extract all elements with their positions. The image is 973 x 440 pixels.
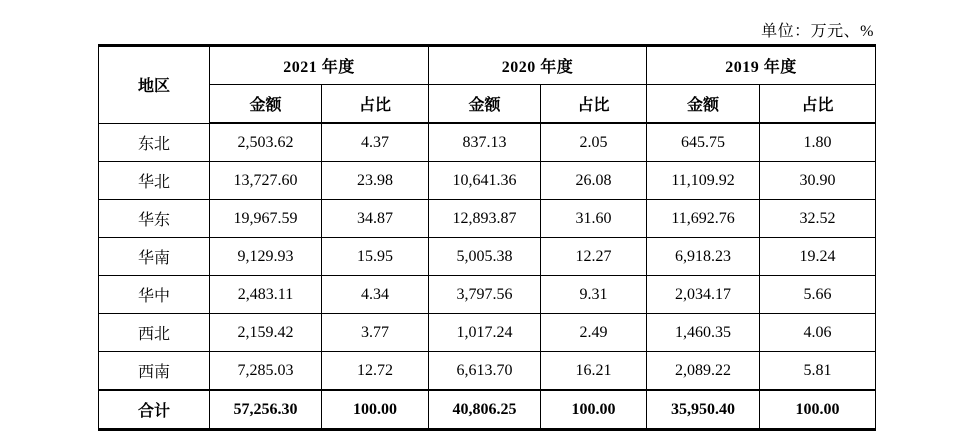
total-cell: 40,806.25 bbox=[429, 390, 541, 430]
header-share-2020: 占比 bbox=[541, 85, 647, 124]
row-cell: 1,460.35 bbox=[647, 314, 760, 352]
row-cell: 7,285.03 bbox=[210, 352, 322, 391]
header-year-2020: 2020 年度 bbox=[429, 46, 647, 85]
row-cell: 2.49 bbox=[541, 314, 647, 352]
row-cell: 645.75 bbox=[647, 123, 760, 162]
row-cell: 837.13 bbox=[429, 123, 541, 162]
total-cell: 57,256.30 bbox=[210, 390, 322, 430]
row-cell: 3,797.56 bbox=[429, 276, 541, 314]
header-amount-2021: 金额 bbox=[210, 85, 322, 124]
header-share-2021: 占比 bbox=[322, 85, 429, 124]
row-region: 华南 bbox=[99, 238, 210, 276]
row-cell: 5.81 bbox=[760, 352, 876, 391]
row-cell: 9,129.93 bbox=[210, 238, 322, 276]
total-cell: 100.00 bbox=[322, 390, 429, 430]
row-cell: 2,483.11 bbox=[210, 276, 322, 314]
row-cell: 3.77 bbox=[322, 314, 429, 352]
row-cell: 2,503.62 bbox=[210, 123, 322, 162]
row-region: 华东 bbox=[99, 200, 210, 238]
row-cell: 9.31 bbox=[541, 276, 647, 314]
regional-revenue-table bbox=[98, 44, 876, 431]
header-share-2019: 占比 bbox=[760, 85, 876, 124]
row-cell: 15.95 bbox=[322, 238, 429, 276]
table-row bbox=[99, 200, 876, 238]
header-year-2021: 2021 年度 bbox=[210, 46, 429, 85]
row-cell: 1.80 bbox=[760, 123, 876, 162]
row-cell: 11,692.76 bbox=[647, 200, 760, 238]
row-cell: 13,727.60 bbox=[210, 162, 322, 200]
row-region: 东北 bbox=[99, 123, 210, 162]
row-cell: 6,613.70 bbox=[429, 352, 541, 391]
total-cell: 100.00 bbox=[541, 390, 647, 430]
row-region: 华北 bbox=[99, 162, 210, 200]
row-cell: 26.08 bbox=[541, 162, 647, 200]
row-cell: 11,109.92 bbox=[647, 162, 760, 200]
header-amount-2020: 金额 bbox=[429, 85, 541, 124]
row-cell: 12,893.87 bbox=[429, 200, 541, 238]
row-cell: 10,641.36 bbox=[429, 162, 541, 200]
row-cell: 23.98 bbox=[322, 162, 429, 200]
row-cell: 2.05 bbox=[541, 123, 647, 162]
row-cell: 4.34 bbox=[322, 276, 429, 314]
table-row bbox=[99, 238, 876, 276]
row-cell: 16.21 bbox=[541, 352, 647, 391]
row-cell: 2,034.17 bbox=[647, 276, 760, 314]
row-region: 西北 bbox=[99, 314, 210, 352]
unit-note: 单位：万元、% bbox=[761, 23, 874, 40]
row-cell: 32.52 bbox=[760, 200, 876, 238]
table-header-row-years bbox=[99, 46, 876, 85]
row-cell: 12.27 bbox=[541, 238, 647, 276]
row-cell: 34.87 bbox=[322, 200, 429, 238]
row-cell: 5,005.38 bbox=[429, 238, 541, 276]
header-amount-2019: 金额 bbox=[647, 85, 760, 124]
total-cell: 100.00 bbox=[760, 390, 876, 430]
row-cell: 4.06 bbox=[760, 314, 876, 352]
row-region: 西南 bbox=[99, 352, 210, 391]
row-cell: 31.60 bbox=[541, 200, 647, 238]
row-cell: 1,017.24 bbox=[429, 314, 541, 352]
table-row bbox=[99, 123, 876, 162]
table-total-row bbox=[99, 390, 876, 430]
total-label: 合计 bbox=[99, 390, 210, 430]
table-row bbox=[99, 276, 876, 314]
table-row bbox=[99, 352, 876, 391]
table-row bbox=[99, 314, 876, 352]
row-cell: 19.24 bbox=[760, 238, 876, 276]
row-cell: 2,089.22 bbox=[647, 352, 760, 391]
row-cell: 2,159.42 bbox=[210, 314, 322, 352]
row-cell: 30.90 bbox=[760, 162, 876, 200]
header-region: 地区 bbox=[99, 46, 210, 124]
row-cell: 5.66 bbox=[760, 276, 876, 314]
total-cell: 35,950.40 bbox=[647, 390, 760, 430]
row-region: 华中 bbox=[99, 276, 210, 314]
table-row bbox=[99, 162, 876, 200]
row-cell: 6,918.23 bbox=[647, 238, 760, 276]
row-cell: 4.37 bbox=[322, 123, 429, 162]
row-cell: 12.72 bbox=[322, 352, 429, 391]
header-year-2019: 2019 年度 bbox=[647, 46, 876, 85]
table-header-row-subs bbox=[99, 85, 876, 124]
row-cell: 19,967.59 bbox=[210, 200, 322, 238]
